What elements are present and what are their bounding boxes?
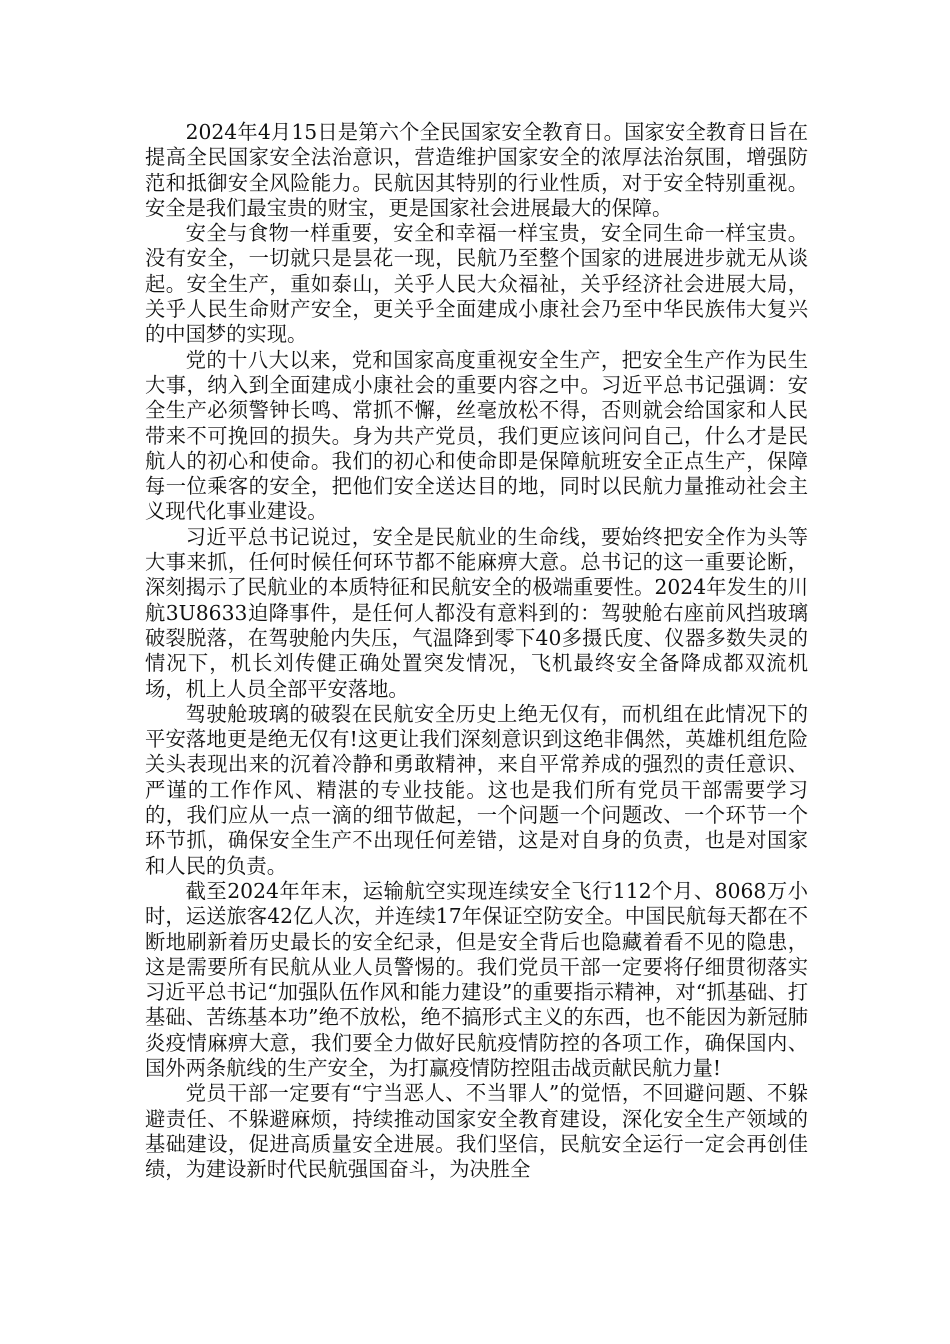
paragraph-3: 党的十八大以来，党和国家高度重视安全生产，把安全生产作为民生大事，纳入到全面建成小康社会的重要内容之中。习近平总书记强调：安全生产必须警钟长鸣、常抓不懈，丝毫放松不得，否则就会给国家和人民带来不可挽回的损失。身为共产党员，我们更应该问问自己，什么才是民航人的初心和使命。我们的初心和使命即是保障航班安全正点生产，保障每一位乘客的安全，把他们安全送达目的地，同时以民航力量推动社会主义现代化事业建设。 [145, 347, 808, 524]
paragraph-7: 党员干部一定要有“宁当恶人、不当罪人”的觉悟，不回避问题、不躲避责任、不躲避麻烦，持续推动国家安全教育建设，深化安全生产领域的基础建设，促进高质量安全进展。我们坚信，民航安全运行一定会再创佳绩，为建设新时代民航强国奋斗，为决胜全 [145, 1081, 808, 1182]
document-body [145, 120, 808, 1182]
paragraph-4: 习近平总书记说过，安全是民航业的生命线，要始终把安全作为头等大事来抓，任何时候任何环节都不能麻痹大意。总书记的这一重要论断，深刻揭示了民航业的本质特征和民航安全的极端重要性。2024年发生的川航3U8633迫降事件，是任何人都没有意料到的：驾驶舱右座前风挡玻璃破裂脱落，在驾驶舱内失压，气温降到零下40多摄氏度、仪器多数失灵的情况下，机长刘传健正确处置突发情况，飞机最终安全备降成都双流机场，机上人员全部平安落地。 [145, 524, 808, 701]
paragraph-6: 截至2024年年末，运输航空实现连续安全飞行112个月、8068万小时，运送旅客42亿人次，并连续17年保证空防安全。中国民航每天都在不断地刷新着历史最长的安全纪录，但是安全背后也隐藏着看不见的隐患，这是需要所有民航从业人员警惕的。我们党员干部一定要将仔细贯彻落实习近平总书记“加强队伍作风和能力建设”的重要指示精神，对“抓基础、打基础、苦练基本功”绝不放松，绝不搞形式主义的东西，也不能因为新冠肺炎疫情麻痹大意，我们要全力做好民航疫情防控的各项工作，确保国内、国外两条航线的生产安全，为打赢疫情防控阻击战贡献民航力量! [145, 878, 808, 1080]
paragraph-5: 驾驶舱玻璃的破裂在民航安全历史上绝无仅有，而机组在此情况下的平安落地更是绝无仅有!这更让我们深刻意识到这绝非偶然，英雄机组危险关头表现出来的沉着冷静和勇敢精神，来自平常养成的强烈的责任意识、严谨的工作作风、精湛的专业技能。这也是我们所有党员干部需要学习的，我们应从一点一滴的细节做起，一个问题一个问题改、一个环节一个环节抓，确保安全生产不出现任何差错，这是对自身的负责，也是对国家和人民的负责。 [145, 701, 808, 878]
paragraph-2: 安全与食物一样重要，安全和幸福一样宝贵，安全同生命一样宝贵。没有安全，一切就只是昙花一现，民航乃至整个国家的进展进步就无从谈起。安全生产，重如泰山，关乎人民大众福祉，关乎经济社会进展大局，关乎人民生命财产安全，更关乎全面建成小康社会乃至中华民族伟大复兴的中国梦的实现。 [145, 221, 808, 347]
paragraph-1: 2024年4月15日是第六个全民国家安全教育日。国家安全教育日旨在提高全民国家安全法治意识，营造维护国家安全的浓厚法治氛围，增强防范和抵御安全风险能力。民航因其特别的行业性质，对于安全特别重视。安全是我们最宝贵的财宝，更是国家社会进展最大的保障。 [145, 120, 808, 220]
